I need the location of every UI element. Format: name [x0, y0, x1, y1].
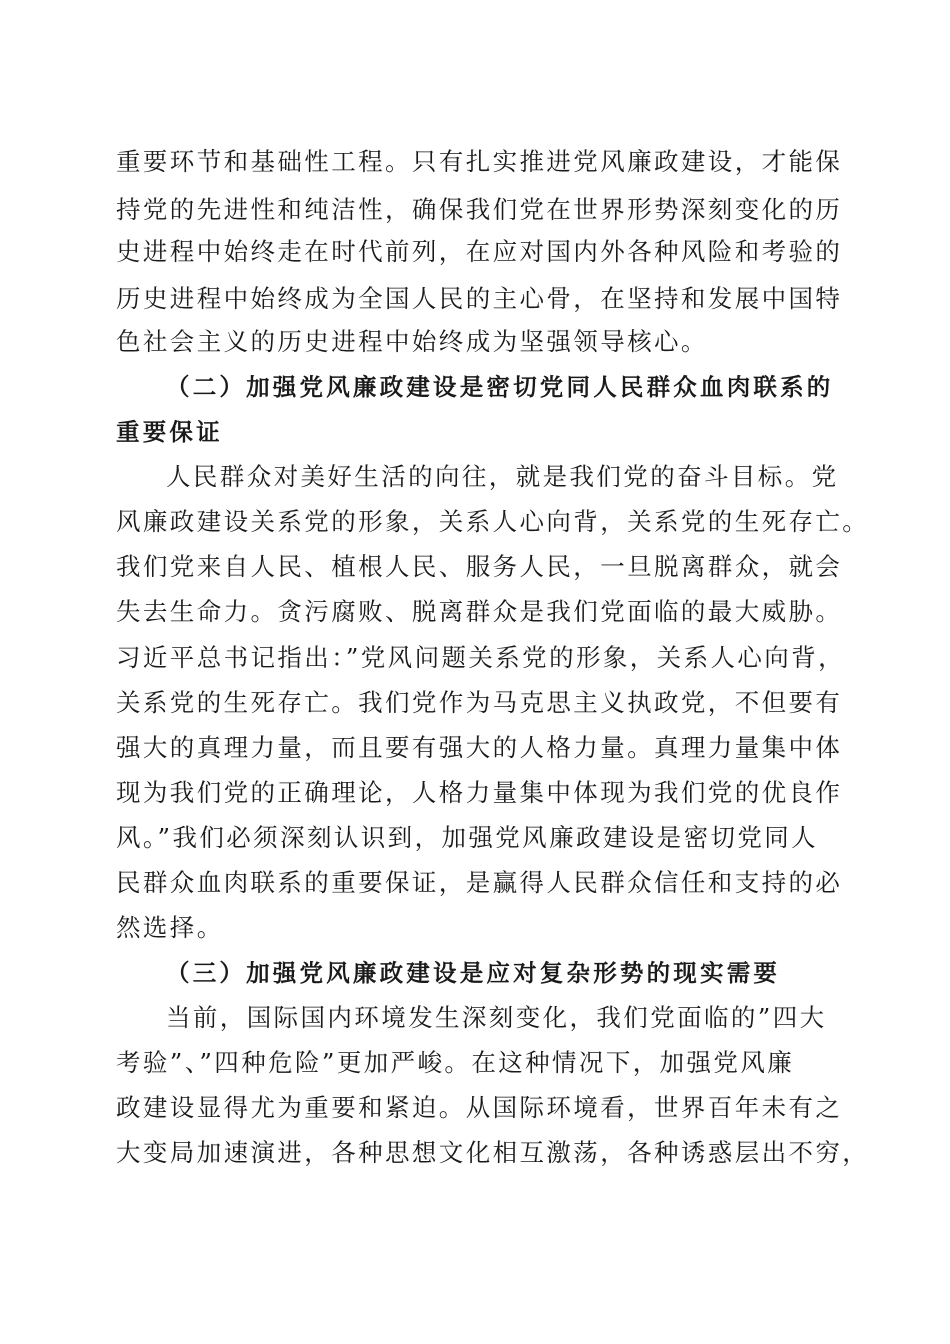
body-line: 习近平总书记指出：”党风问题关系党的形象，关系人心向背， [116, 643, 845, 672]
body-line: 风廉政建设关系党的形象，关系人心向背，关系党的生死存亡。 [116, 507, 870, 536]
body-line: 然选择。 [116, 913, 224, 942]
body-line: 重要环节和基础性工程。只有扎实推进党风廉政建设，才能保 [116, 147, 843, 176]
body-line: 历史进程中始终成为全国人民的主心骨，在坚持和发展中国特 [116, 284, 843, 313]
body-line: 强大的真理力量，而且要有强大的人格力量。真理力量集中体 [116, 733, 843, 762]
body-line: 持党的先进性和纯洁性，确保我们党在世界形势深刻变化的历 [116, 195, 843, 224]
body-line: 当前，国际国内环境发生深刻变化，我们党面临的”四大 [166, 1003, 827, 1032]
body-line: 关系党的生死存亡。我们党作为马克思主义执政党，不但要有 [116, 688, 843, 717]
body-line: 民群众血肉联系的重要保证，是赢得人民群众信任和支持的必 [116, 868, 843, 897]
section-heading-2-continued: 重要保证 [116, 418, 223, 446]
body-line: 失去生命力。贪污腐败、脱离群众是我们党面临的最大威胁。 [116, 597, 843, 626]
section-heading-3: （三）加强党风廉政建设是应对复杂形势的现实需要 [166, 959, 781, 987]
body-line: 风。”我们必须深刻认识到，加强党风廉政建设是密切党同人 [116, 823, 819, 852]
section-heading-2: （二）加强党风廉政建设是密切党同人民群众血肉联系的 [166, 373, 834, 401]
body-line: 人民群众对美好生活的向往，就是我们党的奋斗目标。党 [166, 462, 839, 491]
body-line: 我们党来自人民、植根人民、服务人民，一旦脱离群众，就会 [116, 552, 843, 581]
body-line: 考验”、”四种危险”更加严峻。在这种情况下，加强党风廉 [116, 1048, 795, 1077]
body-line: 现为我们党的正确理论，人格力量集中体现为我们党的优良作 [116, 778, 843, 807]
body-line: 色社会主义的历史进程中始终成为坚强领导核心。 [116, 327, 708, 356]
body-line: 大变局加速演进，各种思想文化相互激荡，各种诱惑层出不穷， [116, 1138, 870, 1167]
body-line: 史进程中始终走在时代前列，在应对国内外各种风险和考验的 [116, 237, 843, 266]
body-line: 政建设显得尤为重要和紧迫。从国际环境看，世界百年未有之 [116, 1093, 843, 1122]
